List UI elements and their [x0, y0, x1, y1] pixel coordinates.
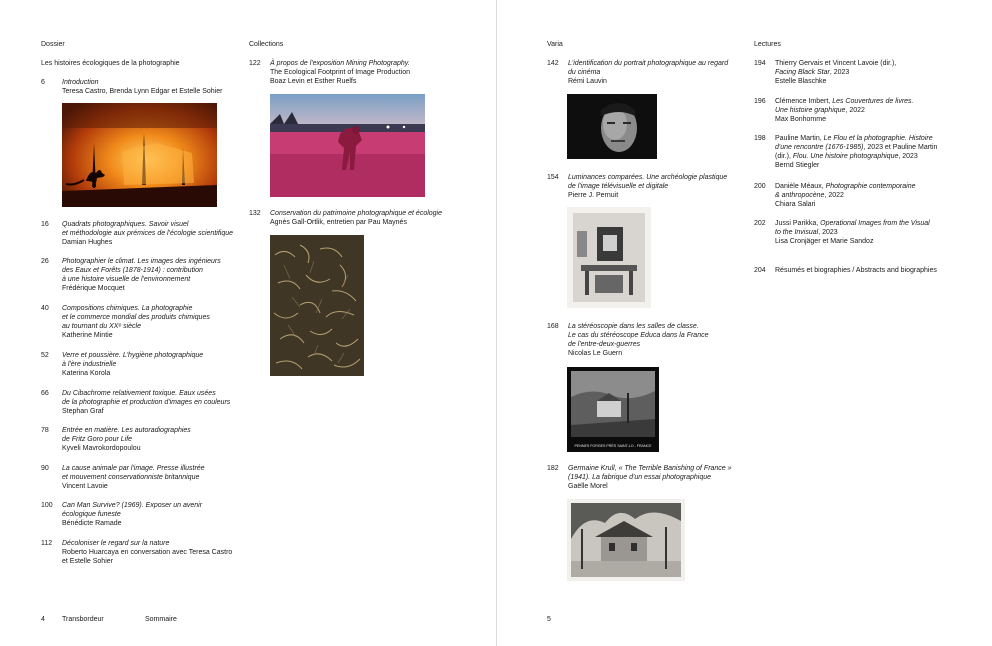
book-author: Clémence Imbert, — [775, 98, 833, 105]
entry-title: Le cas du stéréoscope Educa dans la France — [568, 332, 709, 339]
book-author: Danièle Méaux, — [775, 183, 826, 190]
page-number: 204 — [754, 267, 766, 274]
entry-title: au tournant du XXᵉ siècle — [62, 323, 141, 330]
book-title: Une histoire graphique — [775, 107, 846, 114]
entry-title: Germaine Krull, « The Terrible Banishing of France » — [568, 465, 732, 472]
entry-title: Compositions chimiques. La photographie — [62, 305, 193, 312]
review-book-line — [775, 97, 960, 106]
header-lectures: Lectures — [754, 41, 781, 48]
entry-author: Nicolas Le Guern — [568, 350, 623, 357]
page-number: 78 — [41, 427, 49, 434]
entry-title: The Ecological Footprint of Image Production — [270, 69, 411, 76]
entry-author: Gaëlle Morel — [568, 483, 608, 490]
page-number: 100 — [41, 502, 53, 509]
page-number: 40 — [41, 305, 49, 312]
header-varia: Varia — [547, 41, 563, 48]
entry-title: à une histoire visuelle de l'environnement — [62, 276, 191, 283]
entry-author: Katerina Korola — [62, 370, 111, 377]
entry-title: Verre et poussière. L'hygiène photographique — [62, 352, 204, 359]
entry-author: Bénédicte Ramade — [62, 520, 122, 527]
page-number: 194 — [754, 60, 766, 67]
reviewer: Chiara Salari — [775, 201, 816, 208]
entry-author: Rémi Lauvin — [568, 78, 607, 85]
stereoscope-photo — [567, 367, 659, 452]
page-number: 202 — [754, 220, 766, 227]
plant-texture-photo — [270, 235, 364, 376]
review-book-line — [775, 228, 960, 237]
reviewer: Bernd Stiegler — [775, 162, 820, 169]
book-title: Photographie contemporaine — [825, 183, 916, 190]
book-title: Operational Images from the Visual — [820, 220, 930, 227]
review-book-line — [775, 134, 960, 143]
entry-title: de l'image télévisuelle et digitale — [568, 183, 669, 190]
entry-author: Agnès Gall-Ortlik, entretien par Pau Maynés — [270, 219, 407, 226]
header-dossier: Dossier — [41, 41, 65, 48]
page-number: 112 — [41, 540, 53, 547]
header-collections: Collections — [249, 41, 284, 48]
page-gutter — [496, 0, 497, 646]
entry-title: L'identification du portrait photographique au regard — [568, 60, 729, 67]
stereo-caption: PENNES FORGES PRÈS SAINT-LO - FRANCE — [574, 444, 652, 448]
footer-journal-name: Transbordeur — [62, 616, 104, 623]
entry-title: Luminances comparées. Une archéologie plastique — [568, 174, 728, 181]
page-number: 168 — [547, 323, 559, 330]
entry-author: Pierre J. Pernuit — [568, 192, 619, 199]
book-date: , 2023 — [829, 69, 850, 76]
book-date: , 2023 — [898, 153, 918, 160]
footer-page-number-left: 4 — [41, 616, 45, 623]
page-number: 198 — [754, 135, 766, 142]
page-number: 16 — [41, 221, 49, 228]
entry-author: Stephan Graf — [62, 408, 104, 415]
entry-title: Photographier le climat. Les images des ingénieurs — [62, 258, 221, 265]
entry-author: Damian Hughes — [62, 239, 113, 246]
entry-title: et le commerce mondial des produits chimiques — [62, 314, 210, 321]
book-date: , 2023 et Pauline Martin — [863, 144, 938, 151]
television-apparatus-photo — [567, 207, 651, 308]
entry-title: des Eaux et Forêts (1878-1914) : contribution — [62, 267, 203, 274]
entry-author: Frédérique Mocquet — [62, 285, 125, 292]
fire-kangaroo-photo — [62, 103, 217, 207]
entry-author: Roberto Huarcaya en conversation avec Teresa Castro — [62, 549, 233, 556]
footer-section-name: Sommaire — [145, 616, 177, 623]
page-number: 66 — [41, 390, 49, 397]
book-title: & anthropocène — [775, 192, 825, 199]
entry-author: et Estelle Sohier — [62, 558, 113, 565]
entry-title: Conservation du patrimoine photographique et écologie — [270, 210, 443, 217]
footer-page-number-right: 5 — [547, 616, 551, 623]
review-book-line — [775, 143, 960, 152]
entry-title: (1941). La fabrique d'un essai photographique — [568, 474, 711, 481]
review-book-line — [775, 182, 960, 191]
page-number: 132 — [249, 210, 261, 217]
entry-title: Can Man Survive? (1969). Exposer un avenir — [62, 502, 203, 509]
page-number: 182 — [547, 465, 559, 472]
mining-photography-image — [270, 94, 425, 197]
entry-author: Teresa Castro, Brenda Lynn Edgar et Estelle Sohier — [62, 88, 223, 95]
entry-author: Kyveli Mavrokordopoulou — [62, 445, 141, 452]
review-book-line — [775, 219, 960, 228]
page-number: 196 — [754, 98, 766, 105]
review-book-line — [775, 152, 960, 161]
dossier-title: Les histoires écologiques de la photographie — [41, 60, 180, 67]
entry-title: du cinéma — [568, 69, 601, 76]
page-number: 122 — [249, 60, 261, 67]
page-number: 200 — [754, 183, 766, 190]
book-date: , 2022 — [845, 107, 865, 114]
entry-title: À propos de l'exposition Mining Photography. — [270, 60, 410, 67]
book-title: to the Invisual — [775, 229, 819, 236]
entry-title: de l'entre-deux-guerres — [568, 341, 641, 348]
entry-title: Du Cibachrome relativement toxique. Eaux usées — [62, 390, 216, 397]
book-date: , 2022 — [824, 192, 844, 199]
page-number: 6 — [41, 79, 45, 86]
page-number: 26 — [41, 258, 49, 265]
entry-title: La stéréoscopie dans les salles de classe. — [568, 323, 699, 330]
review-book-line — [775, 106, 960, 115]
face-portrait-photo — [567, 94, 657, 159]
entry-title: Résumés et biographies / Abstracts and biographies — [775, 267, 937, 274]
reviewer: Lisa Cronjäger et Marie Sandoz — [775, 238, 874, 245]
book-author: Pauline Martin, — [775, 135, 824, 142]
entry-title: et mouvement conservationniste britannique — [62, 474, 200, 481]
entry-title: La cause animale par l'image. Presse illustrée — [62, 465, 205, 472]
entry-title: Décoloniser le regard sur la nature — [62, 540, 170, 547]
entry-title: de la photographie et production d'images en couleurs — [62, 399, 231, 406]
page-number: 52 — [41, 352, 49, 359]
entry-title: Entrée en matière. Les autoradiographies — [62, 427, 191, 434]
page-number: 154 — [547, 174, 559, 181]
page-number: 90 — [41, 465, 49, 472]
house-photo — [567, 499, 685, 581]
entry-title: Quadrats photographiques. Savoir visuel — [62, 221, 189, 228]
entry-title: à l'ère industrielle — [62, 361, 117, 368]
entry-title: de Fritz Goro pour Life — [62, 436, 133, 443]
review-book-line: Thierry Gervais et Vincent Lavoie (dir.), — [775, 60, 897, 67]
book-title: Les Couvertures de livres. — [832, 98, 914, 105]
book-title: d'une rencontre (1676-1985) — [775, 144, 864, 151]
book-author: Jussi Parikka, — [775, 220, 821, 227]
entry-author: Vincent Lavoie — [62, 483, 108, 490]
book-title: Flou. Une histoire photographique — [792, 153, 899, 160]
page-number: 142 — [547, 60, 559, 67]
entry-author: Boaz Levin et Esther Ruelfs — [270, 78, 357, 85]
review-book-line — [775, 68, 960, 77]
entry-title: Introduction — [62, 79, 99, 86]
book-author: (dir.), — [775, 153, 793, 160]
review-book-line — [775, 191, 960, 200]
entry-title: et méthodologie aux prémices de l'écologie scientifique — [62, 230, 233, 237]
book-title: Facing Black Star — [775, 69, 830, 76]
reviewer: Max Bonhomme — [775, 116, 826, 123]
entry-title: écologique funeste — [62, 511, 121, 518]
entry-author: Katherine Mintie — [62, 332, 113, 339]
book-date: , 2023 — [818, 229, 838, 236]
reviewer: Estelle Blaschke — [775, 78, 827, 85]
book-title: Le Flou et la photographie. Histoire — [823, 135, 933, 142]
